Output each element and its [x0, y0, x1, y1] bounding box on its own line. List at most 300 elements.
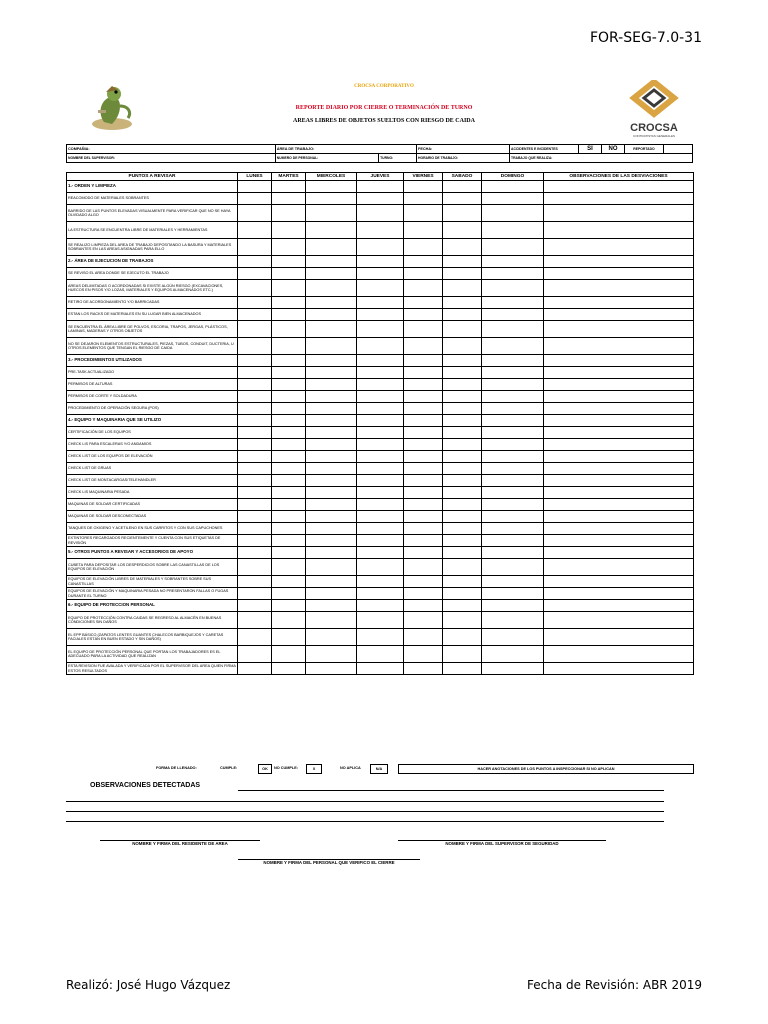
day-check-cell[interactable]: [272, 297, 306, 309]
day-check-cell[interactable]: [306, 439, 357, 451]
day-check-cell[interactable]: [238, 576, 272, 588]
day-check-cell[interactable]: [443, 205, 482, 222]
day-check-cell[interactable]: [357, 309, 404, 321]
day-check-cell[interactable]: [272, 576, 306, 588]
day-check-cell[interactable]: [357, 205, 404, 222]
day-check-cell[interactable]: [357, 588, 404, 600]
day-check-cell[interactable]: [238, 379, 272, 391]
day-check-cell[interactable]: [306, 612, 357, 629]
day-check-cell[interactable]: [443, 338, 482, 355]
day-check-cell[interactable]: [272, 600, 306, 612]
day-check-cell[interactable]: [482, 427, 544, 439]
observation-cell[interactable]: [544, 355, 694, 367]
observation-cell[interactable]: [544, 205, 694, 222]
day-check-cell[interactable]: [306, 629, 357, 646]
day-check-cell[interactable]: [306, 355, 357, 367]
day-check-cell[interactable]: [404, 321, 443, 338]
day-check-cell[interactable]: [357, 600, 404, 612]
day-check-cell[interactable]: [482, 205, 544, 222]
day-check-cell[interactable]: [238, 499, 272, 511]
numero-personal-label[interactable]: NUMERO DE PERSONAL:: [275, 154, 378, 163]
observation-cell[interactable]: [544, 511, 694, 523]
day-check-cell[interactable]: [443, 427, 482, 439]
day-check-cell[interactable]: [482, 547, 544, 559]
day-check-cell[interactable]: [443, 559, 482, 576]
day-check-cell[interactable]: [306, 321, 357, 338]
observation-cell[interactable]: [544, 391, 694, 403]
day-check-cell[interactable]: [272, 646, 306, 663]
day-check-cell[interactable]: [238, 367, 272, 379]
supervisor-label[interactable]: NOMBRE DEL SUPERVISOR:: [67, 154, 276, 163]
day-check-cell[interactable]: [482, 487, 544, 499]
day-check-cell[interactable]: [482, 646, 544, 663]
day-check-cell[interactable]: [238, 338, 272, 355]
observation-cell[interactable]: [544, 451, 694, 463]
day-check-cell[interactable]: [272, 239, 306, 256]
day-check-cell[interactable]: [357, 181, 404, 193]
day-check-cell[interactable]: [238, 415, 272, 427]
day-check-cell[interactable]: [238, 547, 272, 559]
day-check-cell[interactable]: [404, 403, 443, 415]
day-check-cell[interactable]: [357, 663, 404, 675]
day-check-cell[interactable]: [272, 256, 306, 268]
day-check-cell[interactable]: [404, 297, 443, 309]
observaciones-line[interactable]: [238, 790, 664, 791]
day-check-cell[interactable]: [357, 547, 404, 559]
day-check-cell[interactable]: [272, 559, 306, 576]
day-check-cell[interactable]: [482, 256, 544, 268]
day-check-cell[interactable]: [272, 391, 306, 403]
day-check-cell[interactable]: [357, 280, 404, 297]
day-check-cell[interactable]: [238, 321, 272, 338]
day-check-cell[interactable]: [404, 663, 443, 675]
day-check-cell[interactable]: [482, 463, 544, 475]
day-check-cell[interactable]: [272, 403, 306, 415]
observation-cell[interactable]: [544, 439, 694, 451]
day-check-cell[interactable]: [443, 535, 482, 547]
day-check-cell[interactable]: [272, 427, 306, 439]
day-check-cell[interactable]: [404, 427, 443, 439]
observation-cell[interactable]: [544, 612, 694, 629]
day-check-cell[interactable]: [482, 576, 544, 588]
day-check-cell[interactable]: [404, 355, 443, 367]
day-check-cell[interactable]: [443, 451, 482, 463]
day-check-cell[interactable]: [306, 451, 357, 463]
day-check-cell[interactable]: [357, 321, 404, 338]
day-check-cell[interactable]: [357, 379, 404, 391]
day-check-cell[interactable]: [357, 439, 404, 451]
day-check-cell[interactable]: [306, 547, 357, 559]
day-check-cell[interactable]: [357, 415, 404, 427]
day-check-cell[interactable]: [482, 451, 544, 463]
day-check-cell[interactable]: [306, 600, 357, 612]
day-check-cell[interactable]: [238, 193, 272, 205]
day-check-cell[interactable]: [482, 379, 544, 391]
day-check-cell[interactable]: [357, 612, 404, 629]
day-check-cell[interactable]: [238, 268, 272, 280]
observaciones-line[interactable]: [66, 811, 664, 812]
no-option[interactable]: NO: [602, 145, 625, 154]
day-check-cell[interactable]: [404, 379, 443, 391]
day-check-cell[interactable]: [482, 629, 544, 646]
day-check-cell[interactable]: [272, 535, 306, 547]
day-check-cell[interactable]: [306, 280, 357, 297]
day-check-cell[interactable]: [357, 559, 404, 576]
day-check-cell[interactable]: [443, 367, 482, 379]
day-check-cell[interactable]: [482, 559, 544, 576]
day-check-cell[interactable]: [272, 193, 306, 205]
reportado-blank[interactable]: [664, 145, 693, 154]
day-check-cell[interactable]: [238, 309, 272, 321]
day-check-cell[interactable]: [306, 487, 357, 499]
day-check-cell[interactable]: [357, 499, 404, 511]
turno-label[interactable]: TURNO:: [379, 154, 417, 163]
day-check-cell[interactable]: [272, 463, 306, 475]
day-check-cell[interactable]: [482, 297, 544, 309]
observation-cell[interactable]: [544, 403, 694, 415]
day-check-cell[interactable]: [306, 193, 357, 205]
compania-label[interactable]: COMPAÑIA:: [67, 145, 276, 154]
day-check-cell[interactable]: [306, 239, 357, 256]
day-check-cell[interactable]: [404, 487, 443, 499]
day-check-cell[interactable]: [404, 475, 443, 487]
day-check-cell[interactable]: [357, 451, 404, 463]
day-check-cell[interactable]: [238, 205, 272, 222]
day-check-cell[interactable]: [482, 663, 544, 675]
day-check-cell[interactable]: [443, 439, 482, 451]
day-check-cell[interactable]: [443, 403, 482, 415]
day-check-cell[interactable]: [443, 463, 482, 475]
day-check-cell[interactable]: [238, 663, 272, 675]
day-check-cell[interactable]: [443, 475, 482, 487]
observation-cell[interactable]: [544, 379, 694, 391]
observation-cell[interactable]: [544, 600, 694, 612]
day-check-cell[interactable]: [357, 391, 404, 403]
day-check-cell[interactable]: [238, 629, 272, 646]
observation-cell[interactable]: [544, 547, 694, 559]
day-check-cell[interactable]: [306, 268, 357, 280]
day-check-cell[interactable]: [238, 280, 272, 297]
observaciones-line[interactable]: [66, 821, 664, 822]
day-check-cell[interactable]: [306, 463, 357, 475]
day-check-cell[interactable]: [404, 280, 443, 297]
observation-cell[interactable]: [544, 487, 694, 499]
day-check-cell[interactable]: [404, 646, 443, 663]
observation-cell[interactable]: [544, 280, 694, 297]
day-check-cell[interactable]: [357, 297, 404, 309]
day-check-cell[interactable]: [482, 193, 544, 205]
observation-cell[interactable]: [544, 646, 694, 663]
day-check-cell[interactable]: [306, 297, 357, 309]
day-check-cell[interactable]: [357, 268, 404, 280]
day-check-cell[interactable]: [404, 612, 443, 629]
day-check-cell[interactable]: [272, 487, 306, 499]
day-check-cell[interactable]: [443, 523, 482, 535]
day-check-cell[interactable]: [443, 415, 482, 427]
observation-cell[interactable]: [544, 297, 694, 309]
day-check-cell[interactable]: [482, 268, 544, 280]
day-check-cell[interactable]: [357, 576, 404, 588]
day-check-cell[interactable]: [443, 379, 482, 391]
day-check-cell[interactable]: [482, 403, 544, 415]
day-check-cell[interactable]: [443, 268, 482, 280]
observation-cell[interactable]: [544, 193, 694, 205]
day-check-cell[interactable]: [404, 559, 443, 576]
day-check-cell[interactable]: [443, 663, 482, 675]
day-check-cell[interactable]: [443, 355, 482, 367]
day-check-cell[interactable]: [357, 523, 404, 535]
horario-label[interactable]: HORARIO DE TRABAJO:: [417, 154, 510, 163]
observation-cell[interactable]: [544, 427, 694, 439]
day-check-cell[interactable]: [443, 646, 482, 663]
day-check-cell[interactable]: [306, 205, 357, 222]
day-check-cell[interactable]: [238, 559, 272, 576]
day-check-cell[interactable]: [404, 309, 443, 321]
day-check-cell[interactable]: [357, 629, 404, 646]
day-check-cell[interactable]: [357, 355, 404, 367]
day-check-cell[interactable]: [404, 588, 443, 600]
day-check-cell[interactable]: [306, 256, 357, 268]
day-check-cell[interactable]: [357, 463, 404, 475]
day-check-cell[interactable]: [357, 535, 404, 547]
observaciones-line[interactable]: [66, 801, 664, 802]
day-check-cell[interactable]: [482, 439, 544, 451]
day-check-cell[interactable]: [443, 309, 482, 321]
day-check-cell[interactable]: [272, 523, 306, 535]
day-check-cell[interactable]: [272, 355, 306, 367]
reportado-option[interactable]: REPORTADO: [625, 145, 664, 154]
day-check-cell[interactable]: [238, 646, 272, 663]
observation-cell[interactable]: [544, 338, 694, 355]
observation-cell[interactable]: [544, 559, 694, 576]
day-check-cell[interactable]: [443, 487, 482, 499]
day-check-cell[interactable]: [404, 391, 443, 403]
day-check-cell[interactable]: [272, 588, 306, 600]
day-check-cell[interactable]: [482, 535, 544, 547]
day-check-cell[interactable]: [482, 588, 544, 600]
day-check-cell[interactable]: [404, 256, 443, 268]
day-check-cell[interactable]: [306, 309, 357, 321]
day-check-cell[interactable]: [238, 239, 272, 256]
observation-cell[interactable]: [544, 475, 694, 487]
day-check-cell[interactable]: [238, 475, 272, 487]
day-check-cell[interactable]: [482, 499, 544, 511]
day-check-cell[interactable]: [272, 379, 306, 391]
day-check-cell[interactable]: [404, 451, 443, 463]
day-check-cell[interactable]: [238, 403, 272, 415]
day-check-cell[interactable]: [482, 181, 544, 193]
day-check-cell[interactable]: [306, 511, 357, 523]
day-check-cell[interactable]: [404, 181, 443, 193]
day-check-cell[interactable]: [404, 193, 443, 205]
day-check-cell[interactable]: [238, 181, 272, 193]
day-check-cell[interactable]: [238, 297, 272, 309]
day-check-cell[interactable]: [357, 367, 404, 379]
day-check-cell[interactable]: [272, 547, 306, 559]
day-check-cell[interactable]: [443, 222, 482, 239]
day-check-cell[interactable]: [272, 205, 306, 222]
day-check-cell[interactable]: [443, 511, 482, 523]
day-check-cell[interactable]: [306, 535, 357, 547]
observation-cell[interactable]: [544, 629, 694, 646]
day-check-cell[interactable]: [238, 355, 272, 367]
day-check-cell[interactable]: [482, 600, 544, 612]
day-check-cell[interactable]: [443, 181, 482, 193]
observation-cell[interactable]: [544, 576, 694, 588]
observation-cell[interactable]: [544, 309, 694, 321]
day-check-cell[interactable]: [306, 427, 357, 439]
observation-cell[interactable]: [544, 535, 694, 547]
day-check-cell[interactable]: [238, 612, 272, 629]
day-check-cell[interactable]: [482, 280, 544, 297]
day-check-cell[interactable]: [443, 600, 482, 612]
day-check-cell[interactable]: [482, 415, 544, 427]
day-check-cell[interactable]: [306, 523, 357, 535]
day-check-cell[interactable]: [404, 600, 443, 612]
day-check-cell[interactable]: [404, 523, 443, 535]
day-check-cell[interactable]: [272, 499, 306, 511]
day-check-cell[interactable]: [404, 629, 443, 646]
day-check-cell[interactable]: [443, 239, 482, 256]
day-check-cell[interactable]: [357, 239, 404, 256]
day-check-cell[interactable]: [272, 511, 306, 523]
day-check-cell[interactable]: [272, 451, 306, 463]
day-check-cell[interactable]: [272, 439, 306, 451]
day-check-cell[interactable]: [357, 338, 404, 355]
day-check-cell[interactable]: [272, 321, 306, 338]
day-check-cell[interactable]: [306, 379, 357, 391]
observation-cell[interactable]: [544, 239, 694, 256]
day-check-cell[interactable]: [443, 256, 482, 268]
day-check-cell[interactable]: [482, 355, 544, 367]
day-check-cell[interactable]: [482, 222, 544, 239]
day-check-cell[interactable]: [238, 222, 272, 239]
day-check-cell[interactable]: [357, 646, 404, 663]
day-check-cell[interactable]: [306, 576, 357, 588]
day-check-cell[interactable]: [443, 547, 482, 559]
day-check-cell[interactable]: [238, 588, 272, 600]
day-check-cell[interactable]: [272, 181, 306, 193]
day-check-cell[interactable]: [404, 222, 443, 239]
day-check-cell[interactable]: [238, 523, 272, 535]
day-check-cell[interactable]: [306, 588, 357, 600]
day-check-cell[interactable]: [443, 576, 482, 588]
observation-cell[interactable]: [544, 256, 694, 268]
observation-cell[interactable]: [544, 268, 694, 280]
day-check-cell[interactable]: [306, 338, 357, 355]
observation-cell[interactable]: [544, 222, 694, 239]
day-check-cell[interactable]: [272, 663, 306, 675]
day-check-cell[interactable]: [306, 646, 357, 663]
day-check-cell[interactable]: [357, 475, 404, 487]
day-check-cell[interactable]: [306, 499, 357, 511]
day-check-cell[interactable]: [404, 338, 443, 355]
day-check-cell[interactable]: [306, 222, 357, 239]
day-check-cell[interactable]: [306, 181, 357, 193]
day-check-cell[interactable]: [443, 280, 482, 297]
day-check-cell[interactable]: [357, 511, 404, 523]
observation-cell[interactable]: [544, 367, 694, 379]
day-check-cell[interactable]: [238, 256, 272, 268]
si-option[interactable]: SI: [579, 145, 602, 154]
day-check-cell[interactable]: [482, 511, 544, 523]
day-check-cell[interactable]: [357, 222, 404, 239]
day-check-cell[interactable]: [306, 415, 357, 427]
trabajo-realiza-label[interactable]: TRABAJO QUE REALIZA:: [510, 154, 693, 163]
day-check-cell[interactable]: [482, 239, 544, 256]
observation-cell[interactable]: [544, 463, 694, 475]
day-check-cell[interactable]: [238, 451, 272, 463]
day-check-cell[interactable]: [443, 612, 482, 629]
day-check-cell[interactable]: [306, 391, 357, 403]
day-check-cell[interactable]: [482, 391, 544, 403]
observation-cell[interactable]: [544, 499, 694, 511]
day-check-cell[interactable]: [482, 367, 544, 379]
day-check-cell[interactable]: [443, 588, 482, 600]
day-check-cell[interactable]: [238, 463, 272, 475]
day-check-cell[interactable]: [482, 338, 544, 355]
day-check-cell[interactable]: [443, 629, 482, 646]
day-check-cell[interactable]: [306, 367, 357, 379]
day-check-cell[interactable]: [357, 256, 404, 268]
observation-cell[interactable]: [544, 588, 694, 600]
area-trabajo-label[interactable]: ÁREA DE TRABAJO:: [275, 145, 416, 154]
day-check-cell[interactable]: [357, 427, 404, 439]
observation-cell[interactable]: [544, 181, 694, 193]
day-check-cell[interactable]: [272, 612, 306, 629]
day-check-cell[interactable]: [357, 403, 404, 415]
day-check-cell[interactable]: [404, 205, 443, 222]
day-check-cell[interactable]: [404, 463, 443, 475]
day-check-cell[interactable]: [238, 600, 272, 612]
day-check-cell[interactable]: [238, 391, 272, 403]
observation-cell[interactable]: [544, 523, 694, 535]
day-check-cell[interactable]: [272, 367, 306, 379]
day-check-cell[interactable]: [443, 499, 482, 511]
day-check-cell[interactable]: [443, 391, 482, 403]
day-check-cell[interactable]: [404, 511, 443, 523]
fecha-label[interactable]: FECHA:: [417, 145, 510, 154]
observation-cell[interactable]: [544, 321, 694, 338]
day-check-cell[interactable]: [482, 475, 544, 487]
day-check-cell[interactable]: [443, 193, 482, 205]
day-check-cell[interactable]: [272, 268, 306, 280]
day-check-cell[interactable]: [357, 193, 404, 205]
day-check-cell[interactable]: [404, 239, 443, 256]
day-check-cell[interactable]: [404, 268, 443, 280]
observation-cell[interactable]: [544, 415, 694, 427]
day-check-cell[interactable]: [404, 547, 443, 559]
day-check-cell[interactable]: [443, 321, 482, 338]
day-check-cell[interactable]: [306, 663, 357, 675]
day-check-cell[interactable]: [272, 415, 306, 427]
day-check-cell[interactable]: [272, 338, 306, 355]
observation-cell[interactable]: [544, 663, 694, 675]
day-check-cell[interactable]: [404, 535, 443, 547]
day-check-cell[interactable]: [404, 367, 443, 379]
day-check-cell[interactable]: [238, 535, 272, 547]
day-check-cell[interactable]: [306, 475, 357, 487]
day-check-cell[interactable]: [272, 222, 306, 239]
day-check-cell[interactable]: [238, 487, 272, 499]
day-check-cell[interactable]: [272, 309, 306, 321]
day-check-cell[interactable]: [306, 403, 357, 415]
day-check-cell[interactable]: [272, 280, 306, 297]
day-check-cell[interactable]: [404, 499, 443, 511]
day-check-cell[interactable]: [482, 321, 544, 338]
day-check-cell[interactable]: [482, 309, 544, 321]
day-check-cell[interactable]: [482, 523, 544, 535]
